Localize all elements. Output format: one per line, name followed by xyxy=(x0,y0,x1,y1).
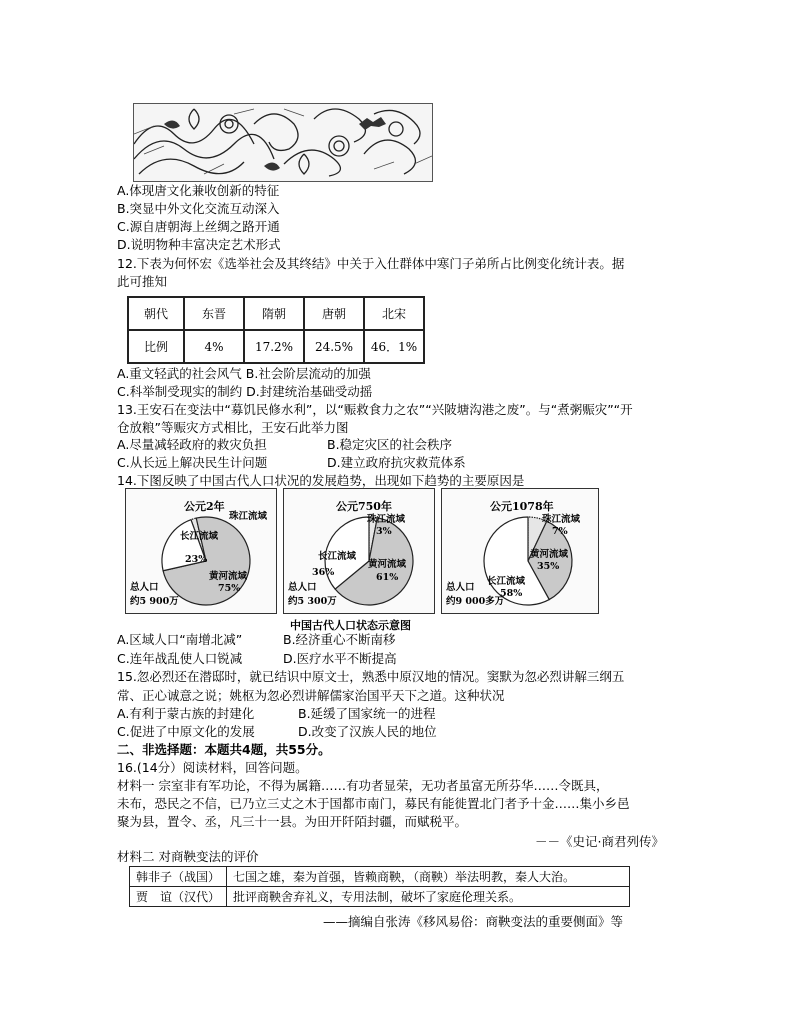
q15-option-b: B.延缓了国家统一的进程 xyxy=(298,706,436,721)
pie-total-value: 约5 900万 xyxy=(130,596,179,607)
table-row xyxy=(128,330,424,363)
q16-source2: ——摘编自张涛《移风易俗：商鞅变法的重要侧面》等 xyxy=(323,914,624,929)
q13-option-a: A.尽量减轻政府的救灾负担 xyxy=(117,437,267,452)
q14-stem: 14.下图反映了中国古代人口状况的发展趋势，出现如下趋势的主要原因是 xyxy=(117,473,525,488)
q14-pie-charts xyxy=(125,488,600,616)
pie-zhujiang-pct: 3% xyxy=(376,526,392,537)
pie-huanghe-pct: 61% xyxy=(376,572,399,583)
pie-changjiang-pct: 23% xyxy=(185,554,208,565)
table-cell: 46．1% xyxy=(364,330,424,363)
pie-changjiang-label: 长江流域 xyxy=(318,551,357,562)
section-heading: 二、非选择题：本题共4题，共55分。 xyxy=(117,742,331,757)
table-row xyxy=(128,297,424,330)
pie-changjiang-pct: 36% xyxy=(312,567,335,578)
pie-year-label: 公元1078年 xyxy=(490,500,554,513)
q16-stem: 16.(14分）阅读材料，回答问题。 xyxy=(117,760,308,775)
pie-huanghe-pct: 35% xyxy=(537,561,560,572)
pie-zhujiang-pct: 7% xyxy=(552,526,568,537)
table-row xyxy=(130,887,630,907)
pie-total-label: 总人口 xyxy=(288,582,317,593)
q14-option-c: C.连年战乱使人口锐减 xyxy=(117,651,243,666)
q12-options-cd: C.科举制受现实的制约 D.封建统治基础受动摇 xyxy=(117,384,373,399)
table-cell: 隋朝 xyxy=(244,297,304,330)
q13-option-c: C.从长远上解决民生计问题 xyxy=(117,455,268,470)
q16-material1-line1: 材料一 宗室非有军功论，不得为属籍……有功者显荣，无功者虽富无所芬华……令既具， xyxy=(117,778,609,793)
table-cell: 24.5% xyxy=(304,330,364,363)
q12-options-ab: A.重文轻武的社会风气 B.社会阶层流动的加强 xyxy=(117,366,371,381)
q11-option-c: C.源自唐朝海上丝绸之路开通 xyxy=(117,219,280,234)
table-cell: 东晋 xyxy=(184,297,244,330)
q11-option-b: B.突显中外文化交流互动深入 xyxy=(117,201,280,216)
pie-chart-year-750 xyxy=(283,488,435,614)
table-cell: 七国之雄，秦为首强，皆赖商鞅，（商鞅）举法明教，秦人大治。 xyxy=(227,867,630,887)
q13-stem-cont: 仓放粮”等赈灾方式相比，王安石此举力图 xyxy=(117,420,349,435)
table-cell: 北宋 xyxy=(364,297,424,330)
table-cell: 17.2% xyxy=(244,330,304,363)
pie-changjiang-label: 长江流域 xyxy=(180,531,219,542)
pie-year-label: 公元2年 xyxy=(184,500,225,513)
q11-option-d: D.说明物种丰富决定艺术形式 xyxy=(117,237,281,252)
q14-option-d: D.医疗水平不断提高 xyxy=(283,651,397,666)
pie-changjiang-pct: 58% xyxy=(500,588,523,599)
pie-chart-year-2 xyxy=(125,488,277,614)
q12-stem: 12.下表为何怀宏《选举社会及其终结》中关于入仕群体中寒门子弟所占比例变化统计表。据 xyxy=(117,256,625,271)
pie-changjiang-label: 长江流域 xyxy=(487,576,526,587)
q14-option-b: B.经济重心不断南移 xyxy=(283,632,396,647)
q15-stem: 15.忽必烈还在潜邸时，就已结识中原文士，熟悉中原汉地的情况。窦默为忽必烈讲解三纲五 xyxy=(117,669,625,684)
q15-stem-cont: 常、正心诚意之说；姚枢为忽必烈讲解儒家治国平天下之道。这种状况 xyxy=(117,688,505,703)
q12-stem-cont: 此可推知 xyxy=(117,274,168,289)
pie-total-label: 总人口 xyxy=(130,582,159,593)
q16-evaluation-table xyxy=(129,866,630,907)
pie-total-value: 约9 000多万 xyxy=(446,596,505,607)
table-row xyxy=(130,867,630,887)
pie-total-value: 约5 300万 xyxy=(288,596,337,607)
pie-huanghe-label: 黄河流域 xyxy=(530,549,569,560)
table-cell: 批评商鞅舍弃礼义，专用法制，破坏了家庭伦理关系。 xyxy=(227,887,630,907)
q15-option-a: A.有利于蒙古族的封建化 xyxy=(117,706,255,721)
q15-option-c: C.促进了中原文化的发展 xyxy=(117,724,255,739)
q14-chart-caption: 中国古代人口状态示意图 xyxy=(290,619,411,632)
q11-option-a: A.体现唐文化兼收创新的特征 xyxy=(117,183,280,198)
q12-table xyxy=(127,296,425,364)
q14-option-a: A.区域人口“南增北减” xyxy=(117,632,243,647)
ornamental-pattern-image xyxy=(133,103,433,182)
pie-zhujiang-label: 珠江流域 xyxy=(229,511,268,522)
pie-total-label: 总人口 xyxy=(446,582,475,593)
pie-year-label: 公元750年 xyxy=(336,500,392,513)
pie-huanghe-pct: 75% xyxy=(218,583,241,594)
table-cell: 贾 谊（汉代） xyxy=(130,887,227,907)
q13-option-b: B.稳定灾区的社会秩序 xyxy=(327,437,453,452)
q16-material1-line3: 聚为县，置令、丞，凡三十一县。为田开阡陌封疆，而赋税平。 xyxy=(117,814,468,829)
table-cell: 唐朝 xyxy=(304,297,364,330)
table-cell: 4% xyxy=(184,330,244,363)
q16-source1: －－《史记·商君列传》 xyxy=(535,834,664,849)
q15-option-d: D.改变了汉族人民的地位 xyxy=(298,724,437,739)
pie-huanghe-label: 黄河流域 xyxy=(209,571,248,582)
table-cell: 比例 xyxy=(128,330,184,363)
pie-zhujiang-label: 珠江流域 xyxy=(542,514,581,525)
q13-option-d: D.建立政府抗灾救荒体系 xyxy=(327,455,466,470)
q13-stem: 13.王安石在变法中“募饥民修水利”，以“赈救食力之农”“兴陂塘沟港之废”。与“煮粥赈灾”“开 xyxy=(117,402,633,417)
q16-material2-title: 材料二 对商鞅变法的评价 xyxy=(117,849,259,864)
q16-material1-line2: 未布，恐民之不信，已乃立三丈之木于国都市南门，募民有能徙置北门者予十金……集小乡邑 xyxy=(117,796,630,811)
pie-huanghe-label: 黄河流域 xyxy=(368,559,407,570)
table-cell: 韩非子（战国） xyxy=(130,867,227,887)
table-cell: 朝代 xyxy=(128,297,184,330)
pie-chart-year-1078 xyxy=(441,488,599,614)
pie-zhujiang-label: 珠江流域 xyxy=(367,514,406,525)
